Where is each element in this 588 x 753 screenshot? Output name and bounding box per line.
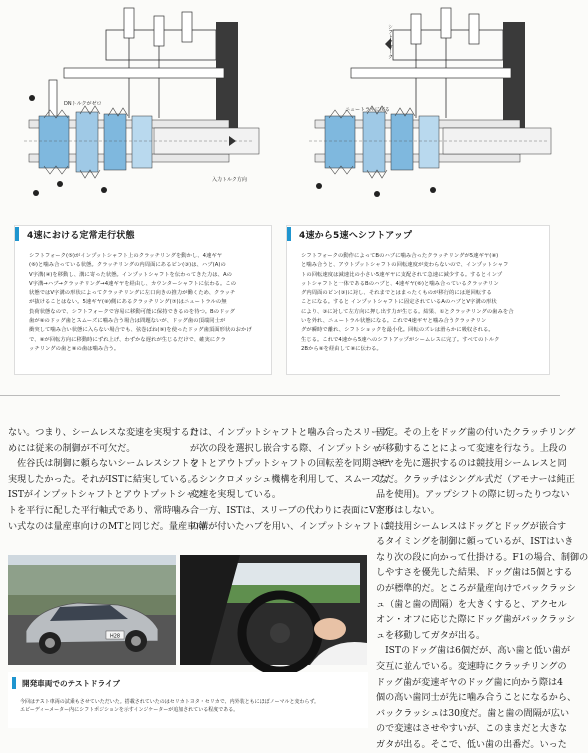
text-line: (⑥)と噛み合っている状態。クラッチリングの内周面にあるピン(③)は、ハブ(A)の — [29, 262, 226, 269]
text-line: V字溝(④)を移動し、溝に寄った状態。インプットシャフトを伝わってきた力は、Aの — [29, 271, 232, 278]
article-line: なり次の段に向かって仕掛ける。F1の場合、制御の — [376, 552, 588, 563]
article-line: じだ。クラッチはシングル式だ（アモナーは純正 — [376, 474, 575, 485]
article-line: フトとアウトプットシャフトの回転差を同期させ — [190, 459, 389, 470]
article-column-3 — [376, 426, 588, 753]
article-line: しやすさを優先した結果、ドッグ歯は5個とする — [376, 568, 573, 579]
steady-state-title: 4速における定常走行状態 — [27, 230, 135, 241]
article-line: が次の段を選択し嵌合する際、インプットシャ — [190, 443, 381, 454]
text-line: シフトフォークの動作によってBのハブに噛み合ったクラッチリングが5速ギヤ(⑧) — [301, 253, 499, 259]
shift-up-header — [287, 226, 549, 242]
article-line: ュを移動してガタが出る。 — [376, 630, 486, 641]
article-line: だりはしない。 — [376, 505, 440, 516]
article-line: の溝が付いたハブを用い、インプットシャフトに — [190, 521, 390, 532]
article-line: ュ（歯と歯の間隔）を大きくすると、アクセル — [376, 599, 567, 610]
text-line: グ内周面のピン(③)に対し、それまでとはまったくものが移行的には逆回転する — [301, 290, 492, 297]
test-drive-box — [8, 672, 368, 728]
shift-up-text — [287, 242, 549, 354]
article-line: 品を使用)。アップシフトの際に切ったりつない — [376, 490, 570, 501]
shift-fork-caption: シフトフォーク — [387, 24, 393, 59]
article-line: ない。つまり、シームレスな変速を実現するた — [8, 428, 199, 438]
article-line: 交互に並んでいる。変速時にクラッチリングの — [376, 661, 567, 672]
article-line: るシンクロメッシュ機構を利用して、スムーズな — [190, 474, 389, 485]
article-line: 一方、ISTは、スリーブの代わりに表面にV字形 — [190, 505, 394, 516]
text-line: ッチリングの歯と⑧の歯は噛み合う。 — [29, 345, 120, 352]
text-line: トの回転速度は減速比の小さい5速ギヤに支配されて急速に減少する。するとインプ — [301, 271, 503, 278]
test-drive-text — [8, 690, 368, 714]
text-line: 衝突して噛み合い状態に入らない場合でも、弦巻ばね(⑨)を使ったドッグ歯頂面形状のおかげ — [29, 327, 252, 334]
article-line: ドッグ歯が変速ギヤのドッグ歯に向かう際は4 — [376, 677, 563, 688]
test-drive-header — [8, 676, 368, 690]
text-line: ットシャフトと一体であるBのハブと、4速ギヤ(⑥)と噛み合っているクラッチリン — [301, 280, 499, 287]
article-line: 実現したかった。それがISTに結実している。 — [8, 474, 197, 485]
license-plate: H28 — [109, 633, 121, 640]
article-line: ISTがインプットシャフトとアウトプットシャフ — [8, 490, 204, 501]
article-line: けは、インプットシャフトと噛み合ったスリーブ — [190, 428, 389, 438]
text-line: ことになる。すると インプットシャフトに固定されているAのハブとV字溝の形状 — [301, 299, 497, 306]
article-line: めには従来の制御が不可欠だ。 — [8, 443, 136, 454]
article-line: 競技用シームレスはドッグとドッグが嵌合す — [376, 521, 567, 532]
article-line: トを平行に配した平行軸式であり、常時噛み合 — [8, 505, 199, 516]
article-line: が移動することによって変速を行なう。上段の — [376, 443, 567, 454]
text-line: 2Bから⑧を経由して⑧に伝わる。 — [301, 345, 382, 352]
shift-up-title: 4速から5速へシフトアップ — [299, 230, 413, 241]
article-line: ISTのドッグ歯は6個だが、高い歯と低い歯が — [376, 646, 571, 657]
article-line: バックラッシュは30度だ。歯と歯の間隔が広い — [376, 708, 570, 719]
accent-bar — [287, 227, 291, 241]
steady-state-text — [15, 242, 271, 354]
article-line: ガタが出る。そこで、低い歯の出番だ。いった — [376, 739, 567, 750]
driver-photo — [180, 555, 367, 665]
text-line: いを外れ、ニュートラル状態になる。これで4速ギヤと噛み合うクラッチリン — [301, 318, 487, 325]
article-line: るタイミングを制御に頼っているが、ISTはいき — [376, 537, 574, 548]
text-line: シフトフォーク(⑤)がインプットシャフト上のクラッチリングを動かし、4速ギヤ — [29, 253, 223, 259]
test-car-illustration — [8, 555, 176, 665]
neutral-torque-caption: DNトルクがゼロ — [64, 101, 102, 107]
article-line: い式なのは量産車向けのMTと同じだ。量産車向 — [8, 521, 206, 532]
transmission-diagram-shift — [285, 8, 557, 213]
article-column-1 — [8, 426, 206, 535]
text-line: で、⑧が回転方向に移動時にずれ上げ、わずかな遅れが生じるだけで、確実にクラ — [29, 336, 226, 343]
text-line: 歯が⑧のドッグ歯とスムーズに噛み合う場合は問題ないが、ドッグ歯の頂端同士が — [29, 318, 226, 325]
test-drive-title: 開発車両でのテストドライブ — [22, 678, 120, 688]
input-torque-caption: 入力トルク方向 — [212, 177, 247, 183]
article-line: 変速を実現している。 — [190, 490, 281, 501]
accent-bar — [12, 677, 16, 689]
text-line: により、③に対して左方向に押し出す力が生じる。結果、①とクラッチリングの歯みを合 — [301, 308, 514, 315]
article-line: ので変速はさせやすいが、このままだと大きな — [376, 724, 567, 735]
article-line: 個の高い歯同士が先に噛み合うことになるから、 — [376, 693, 577, 704]
text-line: 今回はテスト車両の試乗もさせていただいた。搭載されていたのはセリカトヨタ・セリカで、内外装ともにほぼノーマルと変わらず。 — [20, 699, 320, 705]
text-line: が抜けることはない。5速ギヤ(⑧)側にあるクラッチリング(⑦)はニュートラルの無 — [29, 299, 227, 306]
neutral-return-caption: ニュートラルに戻る — [345, 107, 390, 113]
shift-up-box — [286, 225, 550, 375]
article-line: ギヤを先に選択するのは競技用シームレスと同 — [376, 459, 567, 470]
article-line: オン・オフに応じた際にドッグ歯がバックラッシ — [376, 615, 576, 626]
text-line: 状態ではV字溝の形状によってクラッチリングに左口向きの推力が働くため、クラッチ — [29, 290, 236, 297]
test-car-photo — [8, 555, 176, 665]
article-line: 佐谷氏は制御に頼らないシームレスシフトを — [8, 459, 199, 470]
driver-illustration — [180, 555, 367, 665]
text-line: と噛み合うと、アウトプットシャフトの回転速度が変わらないので、インプットシャフ — [301, 262, 509, 269]
steady-state-header — [15, 226, 271, 242]
text-line: 生じる。これで4速から5速へのシフトアップがシームレスに完了。すべてのトルク — [301, 336, 500, 343]
article-line: のが標準的だ。ところが量産向けでバックラッシ — [376, 583, 576, 594]
text-line: グが瞬時で離れ、シフトショックを最小化。回転のズレは滑らかに吸収される。 — [301, 327, 494, 334]
steady-state-box — [14, 225, 272, 375]
transmission-diagram-shift-drawing — [285, 8, 557, 213]
article-column-2 — [190, 426, 394, 535]
text-line: V字溝→ハブ→クラッチリング→4速ギヤを経由し、カウンターシャフトに伝わる。この — [29, 280, 237, 287]
transmission-diagram-4th — [4, 8, 266, 213]
article-line: 固定。その上をドッグ歯の付いたクラッチリング — [376, 428, 576, 438]
text-line: 負荷状態なので、シフトフォークで容易に移動可能に保持できるのを待つ。Bのドッグ — [29, 308, 235, 315]
accent-bar — [15, 227, 19, 241]
text-line: エビーディーメーター内にシフトポジションを示すインジケーターが追加されている程度である。 — [20, 707, 239, 713]
section-divider — [0, 395, 560, 396]
